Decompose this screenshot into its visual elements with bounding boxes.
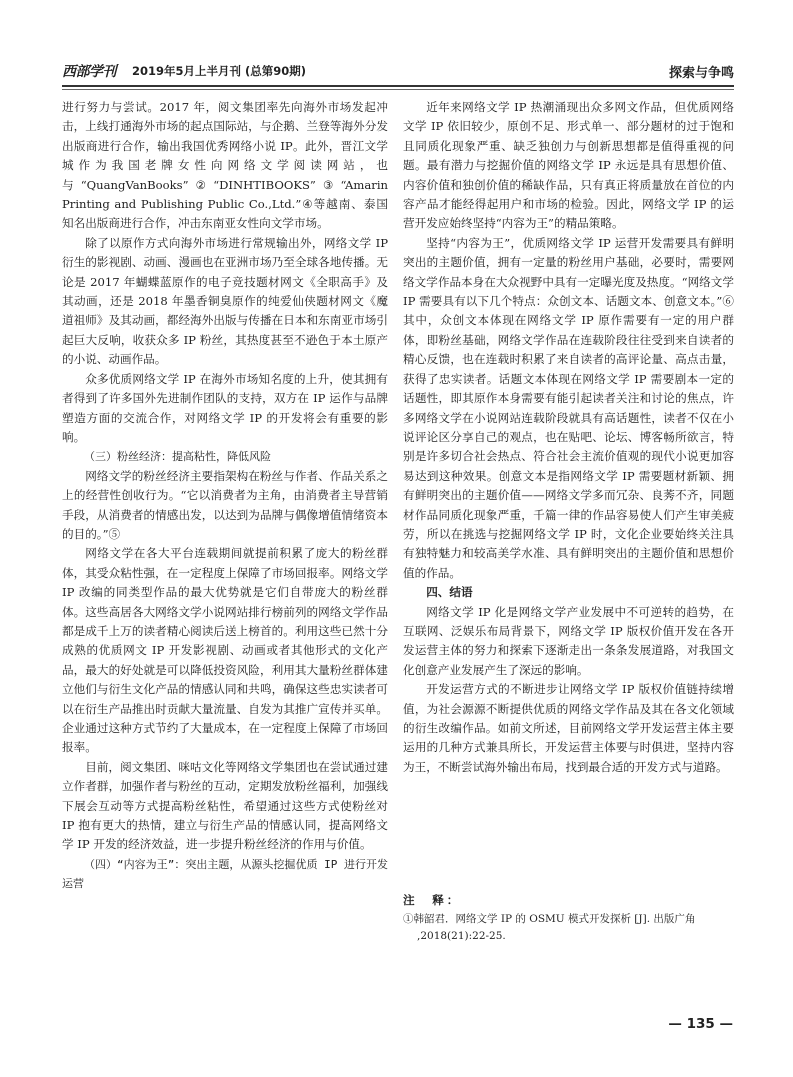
paragraph: 众多优质网络文学 IP 在海外市场知名度的上升，使其拥有者得到了许多国外先进制作团队的支持，双方在 IP 运作与品牌塑造方面的交流合作，对网络文学 IP 的开发将会有重要的影响。 [62, 371, 388, 444]
paragraph: 目前，阅文集团、咪咕文化等网络文学集团也在尝试通过建立作者群，加强作者与粉丝的互动，定期发放粉丝福利，加强线下展会互动等方式提高粉丝粘性，希望通过这些方式使粉丝对 IP 抱有更大的热情，建立与衍生产品的情感认同，提高网络文学 IP 开发的经济效益，进一步提升粉丝经济的作用与价值。 [62, 759, 388, 852]
issue-info: 2019年5月上半月刊 (总第90期) [132, 64, 307, 78]
paragraph: 除了以原作方式向海外市场进行常规输出外，网络文学 IP 衍生的影视剧、动画、漫画也在亚洲市场乃至全球各地传播。无论是 2017 年蝴蝶蓝原作的电子竞技题材网文《全职高手》及其动画，还是 2018 年墨香铜臭原作的纯爱仙侠题材网文《魔道祖师》及其动画，都经海外出版与传播在日本和东南亚市场引起巨大反响，收获众多 IP 粉丝，其热度甚至不逊色于本土原产的小说、动画作品。 [62, 235, 388, 367]
section-title: 探索与争鸣 [668, 66, 734, 81]
paragraph: 进行努力与尝试。2017 年，阅文集团率先向海外市场发起冲击，上线打通海外市场的起点国际站，与企鹅、兰登等海外分发出版商进行合作，输出我国优秀网络小说 IP。此外，晋江文学城作为我国老牌女性向网络文学阅读网站，也与“QuangVanBooks”②“DINHTIBOOKS”③“Amarin Printing and Publishing Public Co.,Ltd.”④等越南、泰国知名出版商进行合作，冲击东南亚女性向文学市场。 [62, 100, 388, 231]
paragraph: 网络文学 IP 化是网络文学产业发展中不可逆转的趋势，在互联网、泛娱乐布局背景下，网络文学 IP 版权价值开发在各开发运营主体的努力和探索下逐渐走出一条条发展道路，对我国文化创意产业发展产生了深远的影响。 [403, 604, 734, 677]
paragraph: 坚持“内容为王”，优质网络文学 IP 运营开发需要具有鲜明突出的主题价值，拥有一定量的粉丝用户基础，必要时，需要网络文学作品本身在大众视野中具有一定曝光度及热度。“网络文学 IP 需要具有以下几个特点：众创文本、话题文本、创意文本。”⑥其中，众创文本体现在网络文学 IP 原作需要有一定的用户群体，即粉丝基础，网络文学作品在连载阶段往往受到来自读者的精心反馈，也在连载时积累了来自读者的高评论量、高点击量，获得了忠实读者。话题文本体现在网络文学 IP 需要剧本一定的话题性，即其原作本身需要有能引起读者关注和讨论的焦点，许多网络文学在小说网站连载阶段就具有高话题性，读者不仅在小说评论区分享自己的观点，也在贴吧、论坛、博客畅所欲言，特别是许多切合社会热点、符合社会主流价值观的现代小说更加容易达到这种效果。创意文本是指网络文学 IP 需要题材新颖、拥有鲜明突出的主题价值——网络文学多而冗杂、良莠不齐，同题材作品同质化现象严重，千篇一律的作品容易使人们产生审美疲劳，所以在挑选与挖掘网络文学 IP 时，文化企业要始终关注具有独特魅力和较高美学水准、具有鲜明突出的主题价值和思想价值的作品。 [403, 235, 734, 580]
header-rule-thin [62, 89, 734, 90]
footnote-item: ①韩韶君．网络文学 IP 的 OSMU 模式开发探析 [J]. 出版广角 ,2018(21):22-25. [403, 913, 696, 942]
left-column [62, 98, 388, 930]
subheading: （三）粉丝经济：提高粘性，降低风险 [84, 450, 271, 464]
header-rule-thick [62, 85, 734, 87]
journal-logo: 西部学刊 [62, 64, 116, 80]
paragraph: 开发运营方式的不断进步让网络文学 IP 版权价值链持续增值，为社会源源不断提供优质的网络文学作品及其在各文化领域的衍生改编作品。如前文所述，目前网络文学开发运营主体主要运用的几种方式兼具所长，开发运营主体要与时俱进，坚持内容为王，不断尝试海外输出布局，找到最合适的开发方式与道路。 [403, 682, 734, 774]
page-header [62, 60, 734, 84]
paragraph: 网络文学的粉丝经济主要指架构在粉丝与作者、作品关系之上的经营性创收行为。“它以消费者为主角，由消费者主导营销手段，从消费者的情感出发，以达到为品牌与偶像增值情绪资本的目的。”⑤ [62, 468, 388, 541]
notes-title: 注 释： [403, 893, 462, 907]
footnotes [403, 892, 734, 945]
right-column [403, 98, 734, 808]
section-heading: 四、结语 [426, 585, 473, 600]
paragraph: 近年来网络文学 IP 热潮涌现出众多网文作品，但优质网络文学 IP 依旧较少，原创不足、形式单一、部分题材的过于饱和且同质化现象严重、缺乏独创力与创新思想都是值得重视的问题。最有潜力与挖掘价值的网络文学 IP 永远是具有思想价值、内容价值和独创价值的稀缺作品，只有真正将质量放在首位的内容产品才能经得起用户和市场的检验。因此，网络文学 IP 的运营开发应始终坚持“内容为王”的精品策略。 [403, 100, 734, 231]
subheading: （四）“内容为王”：突出主题，从源头挖掘优质 IP 进行开发运营 [62, 857, 388, 891]
paragraph: 网络文学在各大平台连载期间就提前积累了庞大的粉丝群体，其受众粘性强，在一定程度上保障了市场回报率。网络文学 IP 改编的同类型作品的最大优势就是它们自带庞大的粉丝群体。这些高居各大网络文学小说网站排行榜前列的网络文学作品都是成千上万的读者精心阅读后送上榜首的。利用这些已然十分成熟的优质网文 IP 开发影视剧、动画或者其他形式的文化产品，最大的好处就是可以降低投资风险，利用其大量粉丝群体建立他们与衍生文化产品的情感认同和共鸣，确保这些忠实读者可以在衍生产品推出时贡献大量流量、自发为其推广宣传并买单。企业通过这种方式节约了大量成本，在一定程度上保障了市场回报率。 [62, 546, 388, 755]
page-number: — 135 — [668, 1016, 733, 1032]
